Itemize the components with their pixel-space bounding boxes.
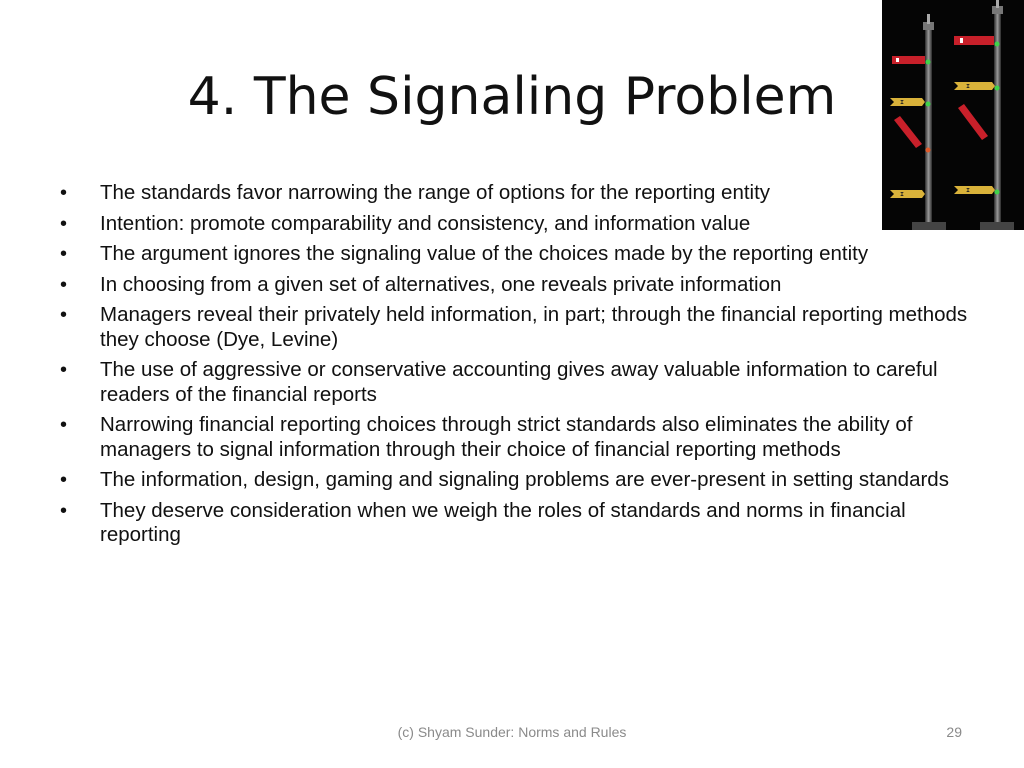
bullet-text: Narrowing financial reporting choices through strict standards also eliminates the ability of managers to signal information through their choice of financial reporting methods [100, 413, 913, 461]
list-item [58, 303, 978, 352]
list-item [58, 413, 978, 462]
bullet-marker: • [60, 273, 68, 296]
bullet-marker: • [60, 359, 68, 381]
bullet-text: Intention: promote comparability and consistency, and information value [100, 211, 751, 235]
bullet-text: The argument ignores the signaling value of the choices made by the reporting entity [100, 242, 869, 265]
bullet-marker: • [60, 304, 68, 326]
bullet-marker: • [60, 499, 68, 522]
bullet-marker: • [60, 182, 68, 204]
list-item [58, 499, 978, 548]
bullet-marker: • [60, 243, 68, 265]
bullet-text: The information, design, gaming and signaling problems are ever-present in setting standards [100, 468, 949, 491]
bullet-marker: • [60, 469, 68, 491]
slide-number: 29 [946, 724, 962, 740]
bullet-text: The use of aggressive or conservative accounting gives away valuable information to careful readers of the financial reports [100, 358, 938, 406]
slide-footer: (c) Shyam Sunder: Norms and Rules [397, 724, 627, 740]
list-item [58, 242, 978, 267]
slide-title: 4. The Signaling Problem [187, 67, 837, 127]
bullet-text: The standards favor narrowing the range of options for the reporting entity [100, 181, 771, 204]
bullet-list [58, 181, 978, 554]
list-item [58, 358, 978, 407]
list-item [58, 468, 978, 493]
bullet-text: They deserve consideration when we weigh the roles of standards and norms in financial reporting [100, 498, 906, 546]
bullet-text: In choosing from a given set of alternatives, one reveals private information [100, 272, 782, 296]
list-item [58, 273, 978, 298]
list-item [58, 212, 978, 237]
bullet-text: Managers reveal their privately held information, in part; through the financial reporting methods they choose (Dye, Levine) [100, 303, 968, 351]
bullet-marker: • [60, 414, 68, 436]
list-item [58, 181, 978, 206]
bullet-marker: • [60, 212, 68, 235]
